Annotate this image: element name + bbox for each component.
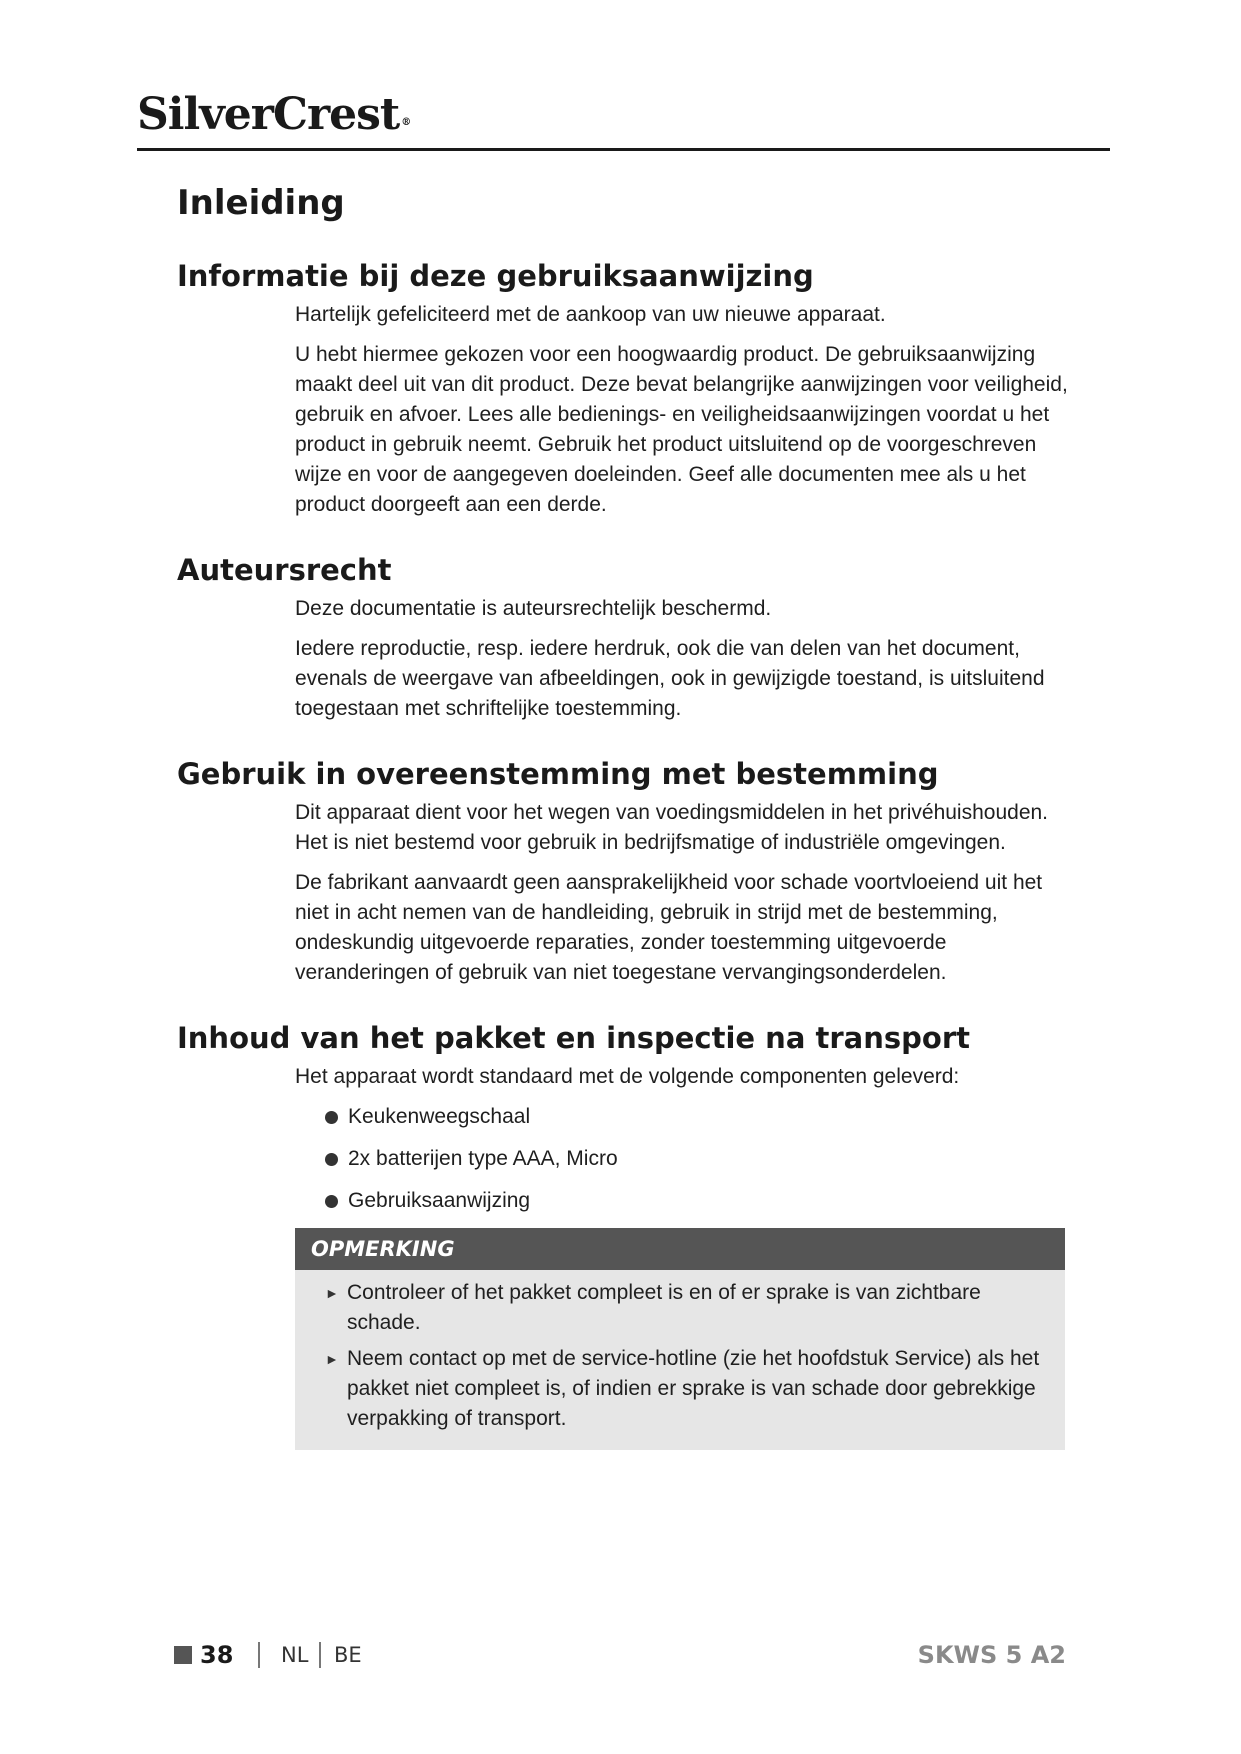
page-marker-icon: [174, 1646, 192, 1664]
bullet-icon: [325, 1111, 338, 1124]
registered-mark: ®: [401, 117, 411, 128]
section-info: [177, 258, 1077, 520]
note-item: [327, 1344, 1049, 1434]
note-item: [327, 1278, 1049, 1338]
section-heading: Informatie bij deze gebruiksaanwijzing: [177, 259, 814, 293]
section-body: [295, 798, 1077, 988]
footer-divider: [258, 1642, 260, 1668]
page-title: Inleiding: [177, 183, 345, 223]
footer-divider: [319, 1642, 321, 1668]
paragraph: Dit apparaat dient voor het wegen van voedingsmiddelen in het privéhuishouden. Het is niet bestemd voor gebruik in bedrijfsmatige of industriële omgevingen.: [295, 801, 1049, 854]
page-header: [137, 88, 1110, 151]
section-body: [295, 300, 1077, 520]
section-body: [295, 1062, 1077, 1450]
note-item-text: Controleer of het pakket compleet is en of er sprake is van zichtbare schade.: [347, 1281, 981, 1334]
note-box: [295, 1228, 1065, 1450]
section-heading: Auteursrecht: [177, 553, 392, 587]
paragraph: Het apparaat wordt standaard met de volgende componenten geleverd:: [295, 1065, 960, 1088]
triangle-right-icon: ►: [325, 1351, 339, 1367]
brand-logo-text: SilverCrest: [137, 89, 400, 140]
page-footer: [174, 1638, 1066, 1672]
section-heading: Inhoud van het pakket en inspectie na transport: [177, 1021, 970, 1055]
section-heading: Gebruik in overeenstemming met bestemming: [177, 757, 939, 791]
list-item: [325, 1186, 1077, 1216]
note-body: [295, 1270, 1065, 1450]
triangle-right-icon: ►: [325, 1285, 339, 1301]
language-nl: NL: [281, 1643, 309, 1667]
section-body: [295, 594, 1077, 724]
note-title: OPMERKING: [295, 1228, 1065, 1270]
header-divider: [137, 148, 1110, 151]
note-item-text: Neem contact op met de service-hotline (zie het hoofdstuk Service) als het pakket niet compleet is, of indien er sprake is van schade door gebrekkige verpakking of transport.: [347, 1347, 1040, 1430]
bullet-icon: [325, 1153, 338, 1166]
paragraph: De fabrikant aanvaardt geen aansprakelijkheid voor schade voortvloeiend uit het niet in acht nemen van de handleiding, gebruik in strijd met de bestemming, ondeskundig uitgevoerde reparaties, zonder toestemming uitgevoerde veranderingen of gebruik van niet toegestane vervangingsonderdelen.: [295, 871, 1043, 984]
paragraph: Iedere reproductie, resp. iedere herdruk, ook die van delen van het document, evenals de weergave van afbeeldingen, ook in gewijzigde toestand, is uitsluitend toegestaan met schriftelijke toestemming.: [295, 637, 1045, 720]
section-copyright: [177, 552, 1077, 724]
page-content: [177, 182, 1077, 1482]
bullet-icon: [325, 1195, 338, 1208]
paragraph: U hebt hiermee gekozen voor een hoogwaardig product. De gebruiksaanwijzing maakt deel uit van dit product. Deze bevat belangrijke aanwijzingen voor veiligheid, gebruik en afvoer. Lees alle bedienings- en veiligheidsaanwijzingen voordat u het product in gebruik neemt. Gebruik het product uitsluitend op de voorgeschreven wijze en voor de aangegeven doeleinden. Geef alle documenten mee als u het product doorgeeft aan een derde.: [295, 343, 1068, 516]
list-item-label: Keukenweegschaal: [348, 1105, 531, 1128]
paragraph: Deze documentatie is auteursrechtelijk beschermd.: [295, 597, 772, 620]
model-number: SKWS 5 A2: [917, 1641, 1066, 1669]
paragraph: Hartelijk gefeliciteerd met de aankoop van uw nieuwe apparaat.: [295, 303, 886, 326]
section-contents: [177, 1020, 1077, 1450]
list-item: [325, 1102, 1077, 1132]
brand-logo: [137, 88, 1110, 142]
list-item: [325, 1144, 1077, 1174]
language-be: BE: [334, 1643, 362, 1667]
list-item-label: 2x batterijen type AAA, Micro: [348, 1147, 618, 1170]
list-item-label: Gebruiksaanwijzing: [348, 1189, 531, 1212]
page-number: 38: [200, 1641, 234, 1669]
components-list: [295, 1102, 1077, 1216]
section-intended-use: [177, 756, 1077, 988]
